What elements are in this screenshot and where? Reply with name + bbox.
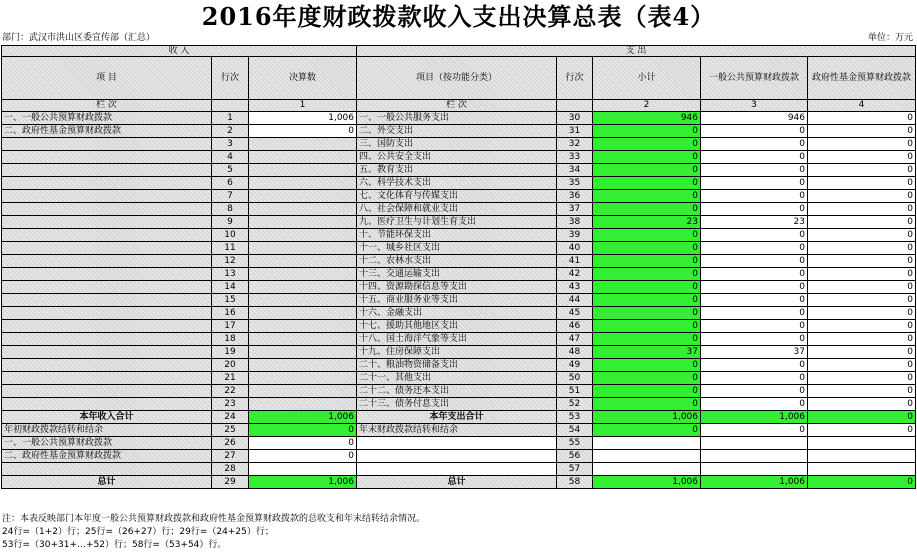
income-item-label: [2, 333, 212, 346]
final-amount-header: 决算数: [249, 57, 357, 100]
expense-item-label: 二十一、其他支出: [357, 372, 557, 385]
income-item-label: 一、一般公共预算财政拨款: [2, 112, 212, 125]
income-item-label: [2, 255, 212, 268]
general-budget-amount: 0: [701, 268, 808, 281]
expense-row-number: 48: [557, 346, 593, 359]
expense-row-number: 55: [557, 437, 593, 450]
table-row: [2, 177, 916, 190]
column-index-3: 3: [701, 100, 808, 112]
income-row-number: 12: [212, 255, 249, 268]
fund-budget-amount: 0: [808, 177, 916, 190]
general-budget-amount: 0: [701, 359, 808, 372]
carry-in-breakdown-row: [2, 437, 916, 450]
expense-row-number: 37: [557, 203, 593, 216]
expense-item-label: 十八、国土海洋气象等支出: [357, 333, 557, 346]
fund-budget-amount: 0: [808, 320, 916, 333]
expense-item-label: 十六、金融支出: [357, 307, 557, 320]
fund-budget-amount: 0: [808, 125, 916, 138]
general-budget-amount: 0: [701, 164, 808, 177]
income-item-header: 项 目: [2, 57, 212, 100]
blank-cell: [701, 437, 808, 450]
fund-budget-amount: 0: [808, 307, 916, 320]
general-budget-amount: 946: [701, 112, 808, 125]
income-amount: [249, 359, 357, 372]
fund-budget-header: 政府性基金预算财政拨款: [808, 57, 916, 100]
column-index-label: 栏 次: [357, 100, 557, 112]
grand-total-income-amount: 1,006: [249, 476, 357, 489]
income-amount: [249, 242, 357, 255]
column-index-2: 2: [593, 100, 701, 112]
income-row-number: 1: [212, 112, 249, 125]
total-income-amount: 1,006: [249, 411, 357, 424]
column-index-4: 4: [808, 100, 916, 112]
general-budget-amount: 0: [701, 281, 808, 294]
carry-in-label: 年初财政拨款结转和结余: [2, 424, 212, 437]
fund-budget-amount: 0: [808, 346, 916, 359]
income-amount: [249, 203, 357, 216]
income-item-label: [2, 320, 212, 333]
fund-budget-amount: 0: [808, 398, 916, 411]
income-item-label: [2, 268, 212, 281]
income-item-label: [2, 398, 212, 411]
expense-subtotal: 0: [593, 255, 701, 268]
budget-table: [1, 45, 916, 489]
income-row-number: 3: [212, 138, 249, 151]
income-amount: [249, 294, 357, 307]
expense-subtotal: 0: [593, 125, 701, 138]
expense-blank-label: [357, 437, 557, 450]
fund-budget-amount: 0: [808, 138, 916, 151]
table-row: [2, 190, 916, 203]
expense-row-number: 31: [557, 125, 593, 138]
expense-item-label: 二十二、债务还本支出: [357, 385, 557, 398]
carry-in-breakdown-row: [2, 450, 916, 463]
expense-row-number: 44: [557, 294, 593, 307]
general-budget-amount: 0: [701, 398, 808, 411]
income-amount: 1,006: [249, 112, 357, 125]
general-budget-amount: 0: [701, 138, 808, 151]
carry-out-label: 年末财政拨款结转和结余: [357, 424, 557, 437]
income-row-number: 6: [212, 177, 249, 190]
blank-cell: [808, 437, 916, 450]
general-budget-amount: 23: [701, 216, 808, 229]
income-amount: [249, 320, 357, 333]
general-budget-amount: 0: [701, 190, 808, 203]
expense-row-number: 56: [557, 450, 593, 463]
table-row: [2, 398, 916, 411]
general-budget-amount: 0: [701, 255, 808, 268]
table-row: [2, 138, 916, 151]
income-row-number: 11: [212, 242, 249, 255]
table-row: [2, 203, 916, 216]
fund-budget-amount: 0: [808, 359, 916, 372]
blank-cell: [249, 463, 357, 476]
expense-item-header: 项目（按功能分类）: [357, 57, 557, 100]
expense-subtotal: 0: [593, 372, 701, 385]
income-amount: [249, 216, 357, 229]
general-budget-amount: 0: [701, 372, 808, 385]
footnote-line: 24行=（1+2）行；25行=（26+27）行；29行=（24+25）行；: [2, 527, 274, 537]
expense-row-number: 30: [557, 112, 593, 125]
fund-budget-amount: 0: [808, 281, 916, 294]
income-item-label: [2, 190, 212, 203]
total-expense-fund: 0: [808, 411, 916, 424]
fund-budget-amount: 0: [808, 164, 916, 177]
expense-row-number: 32: [557, 138, 593, 151]
fund-budget-amount: 0: [808, 255, 916, 268]
department-label: 部门：武汉市洪山区委宣传部（汇总）: [2, 33, 156, 43]
expense-subtotal: 0: [593, 242, 701, 255]
report-title: 2016年度财政拨款收入支出决算总表（表4）: [201, 2, 716, 31]
table-row: [2, 255, 916, 268]
expense-item-label: 二十三、债务付息支出: [357, 398, 557, 411]
fund-budget-amount: 0: [808, 216, 916, 229]
expense-item-label: 七、文化体育与传媒支出: [357, 190, 557, 203]
total-income-label: 本年收入合计: [2, 411, 212, 424]
income-item-label: [2, 164, 212, 177]
expense-subtotal: 0: [593, 359, 701, 372]
expense-row-number: 40: [557, 242, 593, 255]
total-row: [2, 411, 916, 424]
table-row: [2, 333, 916, 346]
expense-item-label: 二十、粮油物资储备支出: [357, 359, 557, 372]
expense-row-number: 52: [557, 398, 593, 411]
grand-total-expense-label: 总计: [357, 476, 557, 489]
subtotal-header: 小计: [593, 57, 701, 100]
column-index-blank: [212, 100, 249, 112]
expense-row-number: 41: [557, 255, 593, 268]
expense-row-number: 39: [557, 229, 593, 242]
blank-cell: [701, 450, 808, 463]
income-row-number: 16: [212, 307, 249, 320]
income-item-label: [2, 385, 212, 398]
income-amount: [249, 372, 357, 385]
expense-row-number: 57: [557, 463, 593, 476]
expense-subtotal: 0: [593, 307, 701, 320]
fund-budget-amount: 0: [808, 294, 916, 307]
carry-in-breakdown-amount: 0: [249, 437, 357, 450]
table-row: [2, 359, 916, 372]
blank-cell: [808, 463, 916, 476]
fund-budget-amount: 0: [808, 372, 916, 385]
general-budget-amount: 0: [701, 385, 808, 398]
table-row: [2, 385, 916, 398]
general-budget-amount: 0: [701, 203, 808, 216]
expense-row-number: 34: [557, 164, 593, 177]
fund-budget-amount: 0: [808, 242, 916, 255]
general-budget-amount: 0: [701, 320, 808, 333]
expense-item-label: 十二、农林水支出: [357, 255, 557, 268]
table-row: [2, 346, 916, 359]
income-amount: [249, 333, 357, 346]
blank-cell: [593, 463, 701, 476]
income-row-number: 17: [212, 320, 249, 333]
income-row-number: 28: [212, 463, 249, 476]
income-row-number: 25: [212, 424, 249, 437]
income-amount: [249, 346, 357, 359]
expense-subtotal: 0: [593, 268, 701, 281]
column-index-label: 栏 次: [2, 100, 212, 112]
carry-in-breakdown-amount: 0: [249, 450, 357, 463]
table-row: [2, 229, 916, 242]
income-item-label: [2, 281, 212, 294]
expense-row-number: 54: [557, 424, 593, 437]
income-row-number: 21: [212, 372, 249, 385]
footnote-line: 注：本表反映部门本年度一般公共预算财政拨款和政府性基金预算财政拨款的总收支和年末结转结余情况。: [2, 514, 426, 524]
fund-budget-amount: 0: [808, 151, 916, 164]
income-item-label: [2, 229, 212, 242]
carry-in-breakdown-label: 一、一般公共预算财政拨款: [2, 437, 212, 450]
income-row-number: 26: [212, 437, 249, 450]
income-row-number: 19: [212, 346, 249, 359]
income-row-number: 24: [212, 411, 249, 424]
income-amount: [249, 151, 357, 164]
expense-subtotal: 23: [593, 216, 701, 229]
expense-subtotal: 0: [593, 190, 701, 203]
income-row-number: 10: [212, 229, 249, 242]
expense-item-label: 十三、交通运输支出: [357, 268, 557, 281]
general-budget-amount: 0: [701, 333, 808, 346]
table-row: [2, 294, 916, 307]
grand-total-row: [2, 476, 916, 489]
general-budget-amount: 0: [701, 229, 808, 242]
expense-row-number: 58: [557, 476, 593, 489]
income-amount: [249, 268, 357, 281]
expense-subtotal: 0: [593, 385, 701, 398]
expense-row-number: 38: [557, 216, 593, 229]
expense-row-number: 51: [557, 385, 593, 398]
expense-item-label: 十七、援助其他地区支出: [357, 320, 557, 333]
income-row-number: 22: [212, 385, 249, 398]
carry-out-fund: 0: [808, 424, 916, 437]
expense-row-number: 46: [557, 320, 593, 333]
expense-row-number: 53: [557, 411, 593, 424]
expense-item-label: 十四、资源勘探信息等支出: [357, 281, 557, 294]
blank-cell: [593, 437, 701, 450]
expense-item-label: 十九、住房保障支出: [357, 346, 557, 359]
income-item-label: [2, 307, 212, 320]
grand-total-income-label: 总计: [2, 476, 212, 489]
expense-item-label: 十一、城乡社区支出: [357, 242, 557, 255]
expense-header: 支 出: [357, 46, 916, 57]
blank-cell: [808, 450, 916, 463]
expense-item-label: 四、公共安全支出: [357, 151, 557, 164]
expense-rowno-header: 行次: [557, 57, 593, 100]
expense-row-number: 36: [557, 190, 593, 203]
expense-subtotal: 0: [593, 151, 701, 164]
expense-item-label: 十、节能环保支出: [357, 229, 557, 242]
blank-cell: [701, 463, 808, 476]
fund-budget-amount: 0: [808, 229, 916, 242]
expense-subtotal: 0: [593, 203, 701, 216]
income-row-number: 23: [212, 398, 249, 411]
table-row: [2, 372, 916, 385]
expense-item-label: 六、科学技术支出: [357, 177, 557, 190]
table-row: [2, 112, 916, 125]
fund-budget-amount: 0: [808, 112, 916, 125]
income-header: 收 入: [2, 46, 357, 57]
table-row: [2, 242, 916, 255]
general-budget-amount: 0: [701, 125, 808, 138]
expense-subtotal: 0: [593, 164, 701, 177]
expense-row-number: 50: [557, 372, 593, 385]
income-item-label: [2, 203, 212, 216]
general-budget-header: 一般公共预算财政拨款: [701, 57, 808, 100]
income-amount: [249, 138, 357, 151]
income-row-number: 5: [212, 164, 249, 177]
column-index-blank: [557, 100, 593, 112]
income-item-label: 二、政府性基金预算财政拨款: [2, 125, 212, 138]
fund-budget-amount: 0: [808, 203, 916, 216]
expense-item-label: 九、医疗卫生与计划生育支出: [357, 216, 557, 229]
expense-subtotal: 0: [593, 281, 701, 294]
income-row-number: 8: [212, 203, 249, 216]
income-rowno-header: 行次: [212, 57, 249, 100]
general-budget-amount: 0: [701, 151, 808, 164]
income-item-label: [2, 372, 212, 385]
fund-budget-amount: 0: [808, 385, 916, 398]
fund-budget-amount: 0: [808, 333, 916, 346]
expense-subtotal: 0: [593, 138, 701, 151]
table-row: [2, 164, 916, 177]
income-item-label: [2, 346, 212, 359]
expense-subtotal: 37: [593, 346, 701, 359]
general-budget-amount: 37: [701, 346, 808, 359]
income-blank-label: [2, 463, 212, 476]
income-item-label: [2, 359, 212, 372]
income-row-number: 15: [212, 294, 249, 307]
expense-item-label: 八、社会保障和就业支出: [357, 203, 557, 216]
expense-item-label: 一、一般公共服务支出: [357, 112, 557, 125]
table-row: [2, 151, 916, 164]
carry-out-subtotal: 0: [593, 424, 701, 437]
expense-subtotal: 946: [593, 112, 701, 125]
income-row-number: 14: [212, 281, 249, 294]
expense-subtotal: 0: [593, 229, 701, 242]
carry-in-breakdown-label: 二、政府性基金预算财政拨款: [2, 450, 212, 463]
expense-row-number: 49: [557, 359, 593, 372]
income-row-number: 9: [212, 216, 249, 229]
fund-budget-amount: 0: [808, 268, 916, 281]
income-item-label: [2, 216, 212, 229]
grand-total-general: 1,006: [701, 476, 808, 489]
income-row-number: 29: [212, 476, 249, 489]
expense-row-number: 35: [557, 177, 593, 190]
expense-blank-label: [357, 450, 557, 463]
income-item-label: [2, 151, 212, 164]
total-expense-subtotal: 1,006: [593, 411, 701, 424]
income-row-number: 13: [212, 268, 249, 281]
expense-item-label: 五、教育支出: [357, 164, 557, 177]
expense-subtotal: 0: [593, 177, 701, 190]
income-item-label: [2, 294, 212, 307]
grand-total-subtotal: 1,006: [593, 476, 701, 489]
expense-subtotal: 0: [593, 320, 701, 333]
table-row: [2, 320, 916, 333]
income-amount: [249, 229, 357, 242]
footnotes: [2, 513, 425, 552]
expense-subtotal: 0: [593, 294, 701, 307]
income-item-label: [2, 177, 212, 190]
total-expense-label: 本年支出合计: [357, 411, 557, 424]
income-amount: [249, 255, 357, 268]
table-row: [2, 281, 916, 294]
column-index-1: 1: [249, 100, 357, 112]
expense-row-number: 45: [557, 307, 593, 320]
expense-row-number: 42: [557, 268, 593, 281]
expense-item-label: 十五、商业服务业等支出: [357, 294, 557, 307]
expense-blank-label: [357, 463, 557, 476]
expense-row-number: 43: [557, 281, 593, 294]
expense-item-label: 二、外交支出: [357, 125, 557, 138]
income-item-label: [2, 242, 212, 255]
footnote-line: 53行=（30+31+…+52）行；58行=（53+54）行。: [2, 540, 227, 550]
income-amount: [249, 307, 357, 320]
income-row-number: 2: [212, 125, 249, 138]
table-row: [2, 125, 916, 138]
expense-row-number: 33: [557, 151, 593, 164]
carry-in-amount: 0: [249, 424, 357, 437]
income-amount: [249, 190, 357, 203]
total-expense-general: 1,006: [701, 411, 808, 424]
expense-item-label: 三、国防支出: [357, 138, 557, 151]
general-budget-amount: 0: [701, 177, 808, 190]
income-amount: [249, 398, 357, 411]
carry-over-row: [2, 424, 916, 437]
income-amount: [249, 281, 357, 294]
table-row: [2, 307, 916, 320]
table-row: [2, 268, 916, 281]
income-amount: [249, 164, 357, 177]
income-amount: [249, 385, 357, 398]
income-row-number: 4: [212, 151, 249, 164]
general-budget-amount: 0: [701, 307, 808, 320]
income-row-number: 27: [212, 450, 249, 463]
income-amount: [249, 177, 357, 190]
blank-cell: [593, 450, 701, 463]
general-budget-amount: 0: [701, 294, 808, 307]
general-budget-amount: 0: [701, 242, 808, 255]
unit-label: 单位：万元: [867, 33, 913, 43]
income-row-number: 7: [212, 190, 249, 203]
expense-subtotal: 0: [593, 398, 701, 411]
income-item-label: [2, 138, 212, 151]
income-row-number: 20: [212, 359, 249, 372]
table-row: [2, 216, 916, 229]
fund-budget-amount: 0: [808, 190, 916, 203]
income-row-number: 18: [212, 333, 249, 346]
grand-total-fund: 0: [808, 476, 916, 489]
blank-row: [2, 463, 916, 476]
expense-subtotal: 0: [593, 333, 701, 346]
income-amount: 0: [249, 125, 357, 138]
carry-out-general: 0: [701, 424, 808, 437]
expense-row-number: 47: [557, 333, 593, 346]
